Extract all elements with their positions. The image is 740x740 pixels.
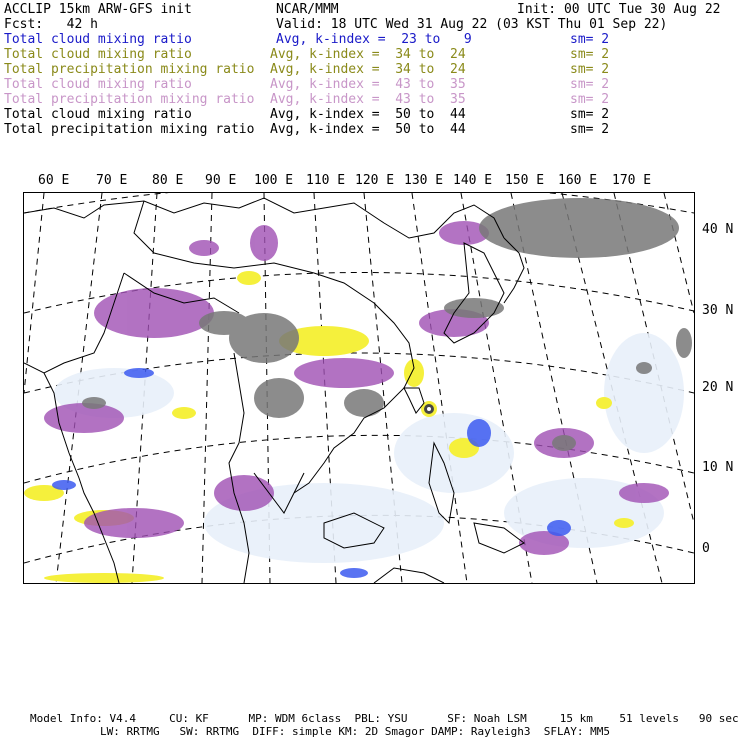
- init-time: Init: 00 UTC Tue 30 Aug 22: [517, 2, 721, 17]
- lon-label: 110 E: [306, 173, 346, 188]
- legend-k-index: Avg, k-index = 43 to 35: [270, 77, 466, 92]
- lon-label: 70 E: [96, 173, 128, 188]
- lat-label: 10 N: [702, 460, 734, 475]
- map-panel: [23, 192, 695, 584]
- lat-label: 40 N: [702, 222, 734, 237]
- lon-label: 80 E: [152, 173, 184, 188]
- lon-label: 120 E: [355, 173, 395, 188]
- legend-k-index: Avg, k-index = 34 to 24: [270, 47, 466, 62]
- cloud-fields: [24, 198, 692, 583]
- legend-field-name: Total precipitation mixing ratio: [4, 92, 255, 107]
- legend-smoothing: sm= 2: [570, 107, 610, 122]
- legend-k-index: Avg, k-index = 50 to 44: [270, 122, 466, 137]
- legend-field-name: Total cloud mixing ratio: [4, 47, 192, 62]
- legend-k-index: Avg, k-index = 34 to 24: [270, 62, 466, 77]
- lon-label: 160 E: [558, 173, 598, 188]
- model-title: ACCLIP 15km ARW-GFS init: [4, 2, 192, 17]
- legend-field-name: Total cloud mixing ratio: [4, 77, 192, 92]
- legend-k-index: Avg, k-index = 43 to 35: [270, 92, 466, 107]
- lat-label: 0: [702, 541, 710, 556]
- model-info-line2: LW: RRTMG SW: RRTMG DIFF: simple KM: 2D Smagor DAMP: Rayleigh3 SFLAY: MM5: [100, 725, 610, 738]
- lat-label: 20 N: [702, 380, 734, 395]
- legend-smoothing: sm= 2: [570, 62, 610, 77]
- forecast-hour: Fcst: 42 h: [4, 17, 98, 32]
- legend-field-name: Total precipitation mixing ratio: [4, 62, 255, 77]
- model-info-line1: Model Info: V4.4 CU: KF MP: WDM 6class PBL: YSU SF: Noah LSM 15 km 51 levels 90 sec: [30, 712, 739, 725]
- lon-label: 90 E: [205, 173, 237, 188]
- legend-field-name: Total cloud mixing ratio: [4, 107, 192, 122]
- organization: NCAR/MMM: [276, 2, 339, 17]
- legend-smoothing: sm= 2: [570, 32, 610, 47]
- legend-k-index: Avg, k-index = 23 to 9: [276, 32, 472, 47]
- lon-label: 150 E: [505, 173, 545, 188]
- legend-field-name: Total precipitation mixing ratio: [4, 122, 255, 137]
- lon-label: 140 E: [453, 173, 493, 188]
- legend-field-name: Total cloud mixing ratio: [4, 32, 192, 47]
- legend-smoothing: sm= 2: [570, 92, 610, 107]
- lon-label: 60 E: [38, 173, 70, 188]
- lat-label: 30 N: [702, 303, 734, 318]
- legend-k-index: Avg, k-index = 50 to 44: [270, 107, 466, 122]
- valid-time: Valid: 18 UTC Wed 31 Aug 22 (03 KST Thu 01 Sep 22): [276, 17, 668, 32]
- lon-label: 130 E: [404, 173, 444, 188]
- map-canvas: [24, 193, 694, 583]
- legend-smoothing: sm= 2: [570, 122, 610, 137]
- legend-smoothing: sm= 2: [570, 77, 610, 92]
- lon-label: 170 E: [612, 173, 652, 188]
- lon-label: 100 E: [254, 173, 294, 188]
- legend-smoothing: sm= 2: [570, 47, 610, 62]
